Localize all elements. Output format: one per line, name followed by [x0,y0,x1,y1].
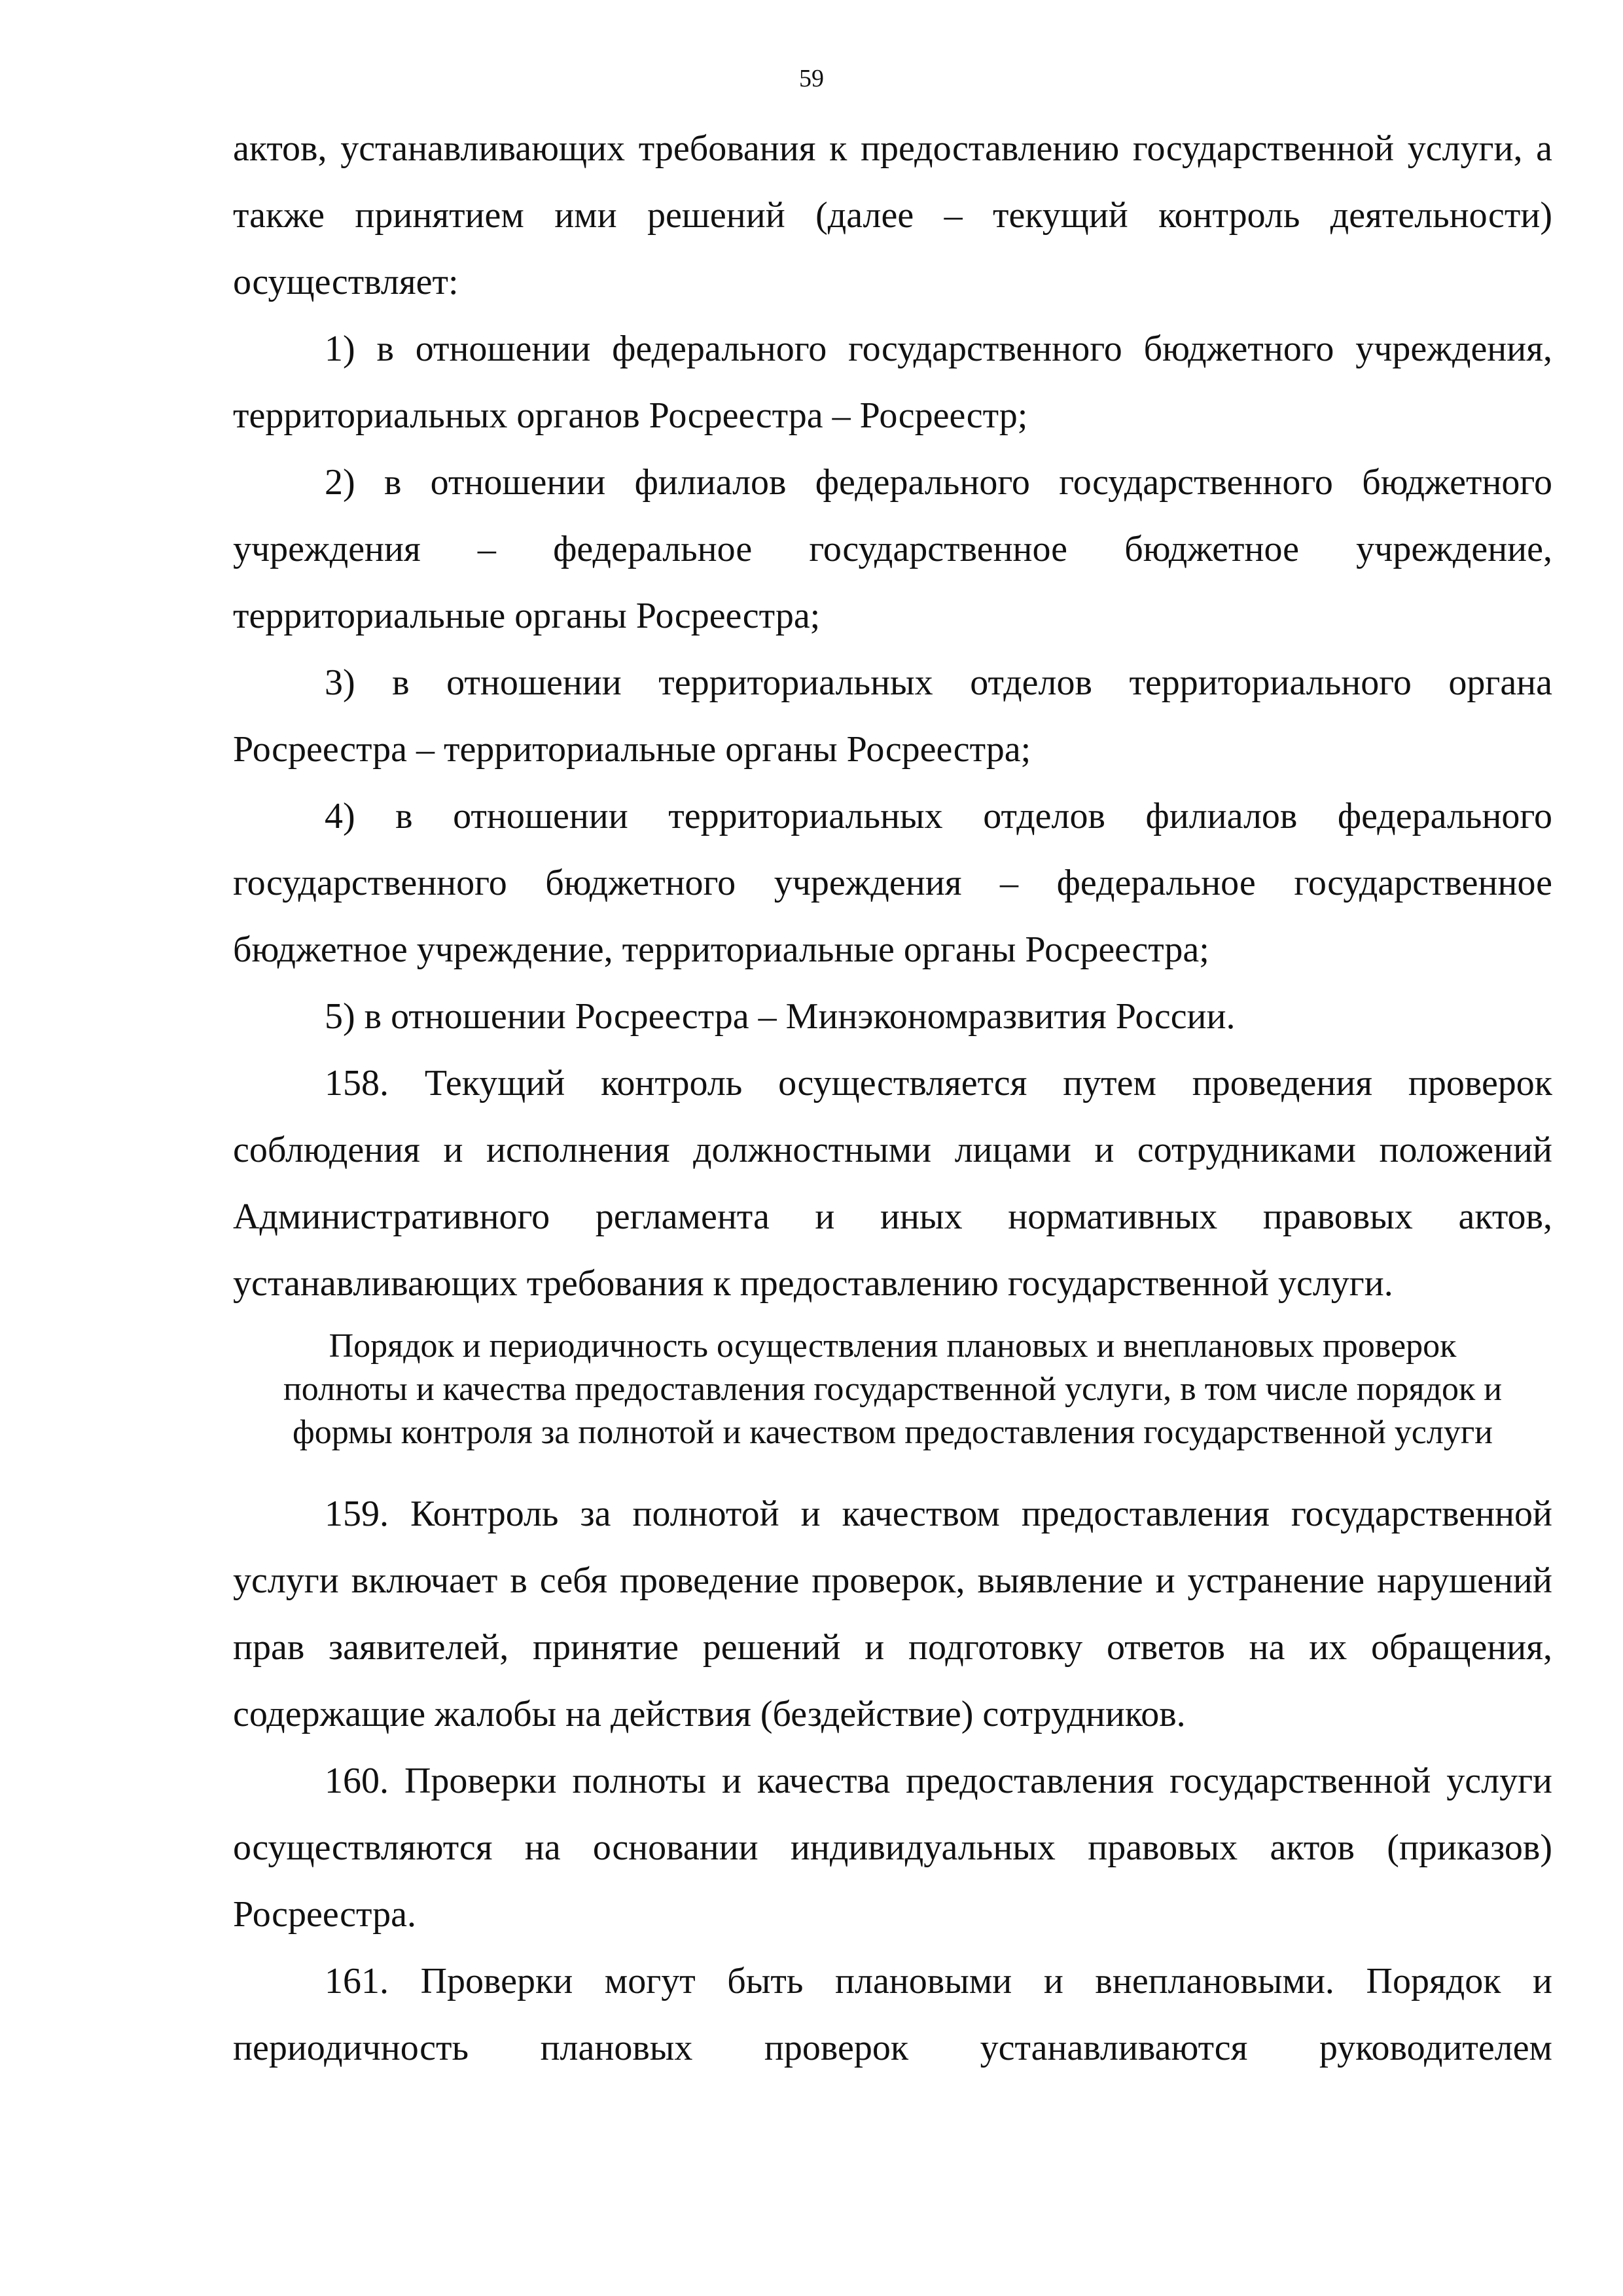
page-number: 59 [799,65,824,92]
paragraph-161: 161. Проверки могут быть плановыми и внеплановыми. Порядок и периодичность плановых проверок устанавливаются руководителем [233,1961,1552,2068]
list-item-1: 1) в отношении федерального государственного бюджетного учреждения, территориальных органов Росреестра – Росреестр; [233,329,1552,436]
paragraph-continuation: актов, устанавливающих требования к предоставлению государственной услуги, а также принятием ими решений (далее – текущий контроль деятельности) осуществляет: [233,128,1552,302]
section-heading: Порядок и периодичность осуществления плановых и внеплановых проверок полноты и качества предоставления государственной услуги, в том числе порядок и формы контроля за полнотой и качеством предоставления государственной услуги [283,1327,1503,1451]
list-item-5: 5) в отношении Росреестра – Минэкономразвития России. [325,996,1236,1037]
list-item-3: 3) в отношении территориальных отделов территориального органа Росреестра – территориальные органы Росреестра; [233,662,1552,770]
list-item-4: 4) в отношении территориальных отделов филиалов федерального государственного бюджетного учреждения – федеральное государственное бюджетное учреждение, территориальные органы Росреестра; [233,796,1552,970]
list-item-2: 2) в отношении филиалов федерального государственного бюджетного учреждения – федеральное государственное бюджетное учреждение, территориальные органы Росреестра; [233,462,1552,636]
paragraph-158: 158. Текущий контроль осуществляется путем проведения проверок соблюдения и исполнения должностными лицами и сотрудниками положений Административного регламента и иных нормативных правовых актов, устанавливающих требования к предоставлению государственной услуги. [233,1063,1552,1304]
paragraph-160: 160. Проверки полноты и качества предоставления государственной услуги осуществляются на основании индивидуальных правовых актов (приказов) Росреестра. [233,1761,1552,1935]
document-body [233,115,1552,2081]
paragraph-159: 159. Контроль за полнотой и качеством предоставления государственной услуги включает в себя проведение проверок, выявление и устранение нарушений прав заявителей, принятие решений и подготовку ответов на их обращения, содержащие жалобы на действия (бездействие) сотрудников. [233,1494,1552,1734]
